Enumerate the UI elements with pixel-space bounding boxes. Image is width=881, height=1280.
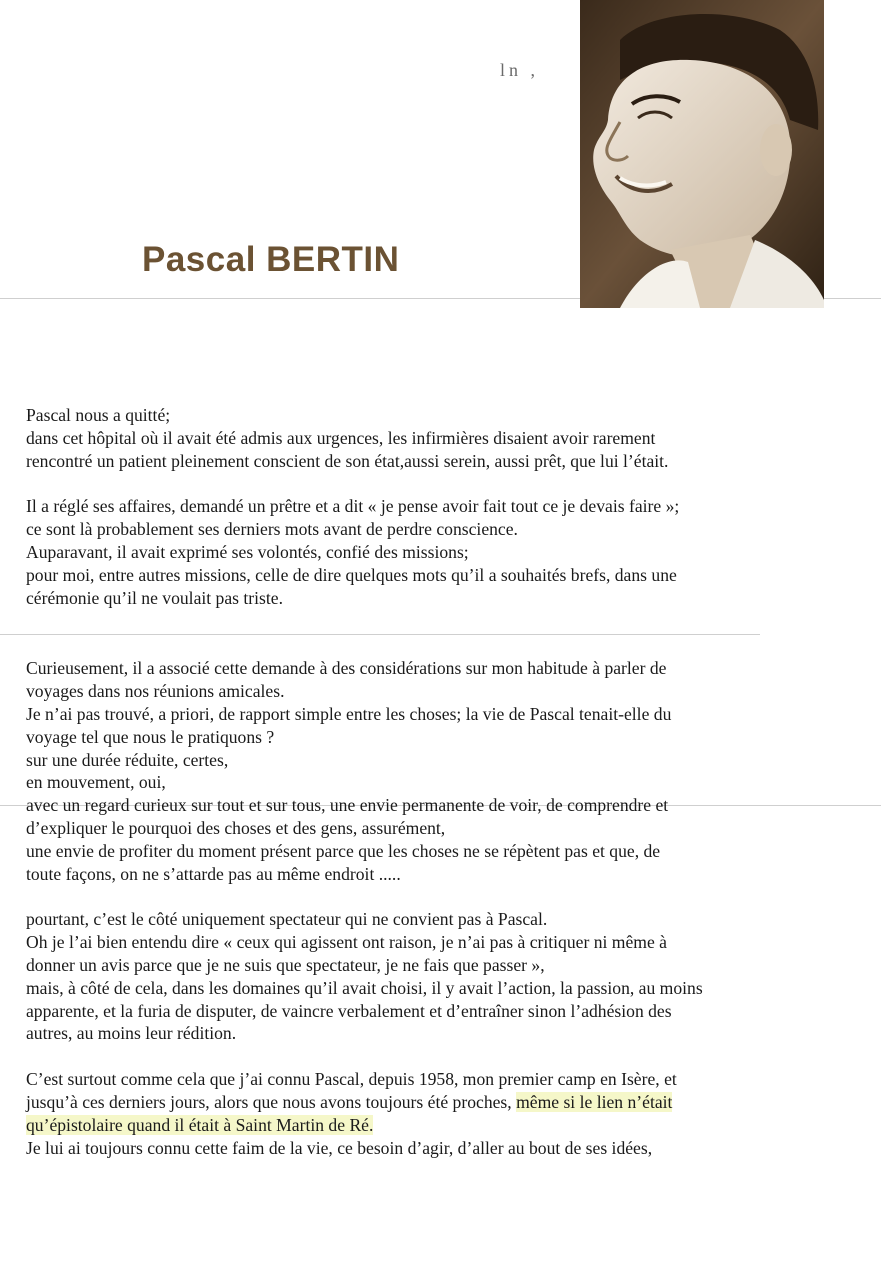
text-line: Oh je l’ai bien entendu dire « ceux qui agissent ont raison, je n’ai pas à critiquer ni même à xyxy=(26,932,667,953)
portrait-photo xyxy=(580,0,824,308)
text-line: donner un avis parce que je ne suis que spectateur, je ne fais que passer », xyxy=(26,954,545,975)
memorial-text xyxy=(26,404,876,1159)
text-line: ce sont là probablement ses derniers mots avant de perdre conscience. xyxy=(26,519,518,540)
text-segment: jusqu’à ces derniers jours, alors que nous avons toujours été proches, xyxy=(26,1091,517,1112)
text-line: cérémonie qu’il ne voulait pas triste. xyxy=(26,587,283,608)
text-line: en mouvement, oui, xyxy=(26,772,166,793)
text-line: apparente, et la furia de disputer, de vaincre verbalement et d’entraîner sinon l’adhésion des xyxy=(26,1000,672,1021)
text-line: voyage tel que nous le pratiquons ? xyxy=(26,726,275,747)
text-line: voyages dans nos réunions amicales. xyxy=(26,681,285,702)
text-line: pour moi, entre autres missions, celle de dire quelques mots qu’il a souhaités brefs, dans une xyxy=(26,564,677,585)
text-line xyxy=(26,1114,876,1137)
text-line: une envie de profiter du moment présent parce que les choses ne se répètent pas et que, de xyxy=(26,840,661,861)
handwritten-mark: ln , xyxy=(500,60,540,80)
text-line: avec un regard curieux sur tout et sur tous, une envie permanente de voir, de comprendre et xyxy=(26,795,669,816)
text-line: Auparavant, il avait exprimé ses volontés, confié des missions; xyxy=(26,541,469,562)
text-line: Je lui ai toujours connu cette faim de la vie, ce besoin d’agir, d’aller au bout de ses idées, xyxy=(26,1137,653,1158)
portrait-icon xyxy=(580,0,824,308)
highlighted-text: même si le lien n’était xyxy=(516,1091,673,1112)
text-line: d’expliquer le pourquoi des choses et des gens, assurément, xyxy=(26,817,446,838)
text-line: Je n’ai pas trouvé, a priori, de rapport simple entre les choses; la vie de Pascal tenait-elle du xyxy=(26,703,672,724)
text-line: dans cet hôpital où il avait été admis aux urgences, les infirmières disaient avoir rarement xyxy=(26,427,656,448)
text-line: toute façons, on ne s’attarde pas au même endroit ..... xyxy=(26,863,401,884)
page-title: Pascal BERTIN xyxy=(142,240,400,279)
text-line: pourtant, c’est le côté uniquement spectateur qui ne convient pas à Pascal. xyxy=(26,909,548,930)
text-line: Il a réglé ses affaires, demandé un prêtre et a dit « je pense avoir fait tout ce je devais faire »; xyxy=(26,496,680,517)
text-line: C’est surtout comme cela que j’ai connu Pascal, depuis 1958, mon premier camp en Isère, et xyxy=(26,1069,677,1090)
text-line: Pascal nous a quitté; xyxy=(26,405,171,425)
paragraph xyxy=(26,908,876,1045)
paragraph xyxy=(26,657,876,885)
text-line: autres, au moins leur rédition. xyxy=(26,1023,237,1044)
text-line: sur une durée réduite, certes, xyxy=(26,749,229,770)
paragraph xyxy=(26,495,876,609)
text-line xyxy=(26,1091,876,1114)
text-line: rencontré un patient pleinement conscient de son état,aussi serein, aussi prêt, que lui l’était. xyxy=(26,450,669,471)
text-line: mais, à côté de cela, dans les domaines qu’il avait choisi, il y avait l’action, la passion, au moins xyxy=(26,977,703,998)
paragraph xyxy=(26,1068,876,1159)
highlighted-text: qu’épistolaire quand il était à Saint Martin de Ré. xyxy=(26,1114,374,1135)
text-line: Curieusement, il a associé cette demande à des considérations sur mon habitude à parler de xyxy=(26,658,667,679)
paragraph xyxy=(26,404,876,472)
